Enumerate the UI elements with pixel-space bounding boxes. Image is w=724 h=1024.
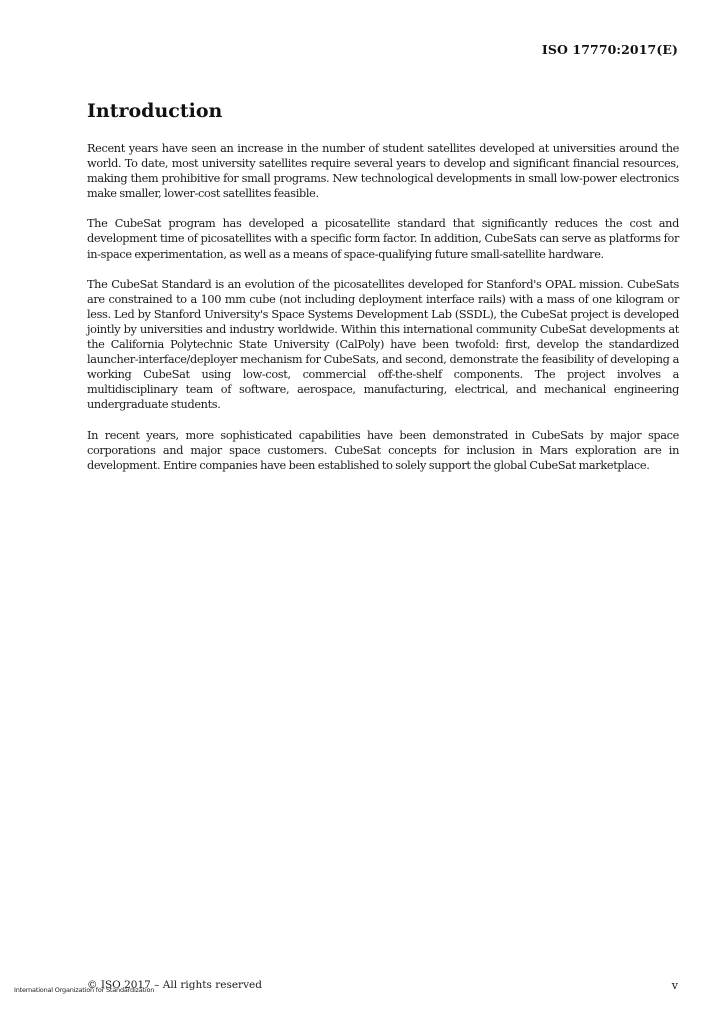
copyright-notice: © ISO 2017 – All rights reserved [87, 979, 262, 991]
section-title: Introduction [87, 100, 223, 122]
paragraph-3: The CubeSat Standard is an evolution of the picosatellites developed for Stanford's OPAL mission. CubeSats are constrained to a 100 mm cube (not including deployment interface rails) with a mass of one kilogram or less. Led by Stanford University's Space Systems Development Lab (SSDL), the CubeSat project is developed jointly by universities and industry worldwide. Within this international community CubeSat developments at the California Polytechnic State University (CalPoly) have been twofold: first, develop the standardized launcher-interface/deployer mechanism for CubeSats, and second, demonstrate the feasibility of developing a working CubeSat using low-cost, commercial off-the-shelf components. The project involves a multidisciplinary team of software, aerospace, manufacturing, electrical, and mechanical engineering undergraduate students. [87, 277, 679, 412]
document-id: ISO 17770:2017(E) [541, 42, 678, 57]
section-body [87, 141, 679, 488]
page-number: v [671, 979, 678, 992]
paragraph-4: In recent years, more sophisticated capabilities have been demonstrated in CubeSats by major space corporations and major space customers. CubeSat concepts for inclusion in Mars exploration are in development. Entire companies have been established to solely support the global CubeSat marketplace. [87, 428, 679, 472]
organization-stamp: International Organization for Standardization [14, 986, 155, 994]
paragraph-1: Recent years have seen an increase in the number of student satellites developed at universities around the world. To date, most university satellites require several years to develop and significant financial resources, making them prohibitive for small programs. New technological developments in small low-power electronics make smaller, lower-cost satellites feasible. [87, 142, 679, 201]
paragraph-2: The CubeSat program has developed a picosatellite standard that significantly reduces the cost and development time of picosatellites with a specific form factor. In addition, CubeSats can serve as platforms for in-space experimentation, as well as a means of space-qualifying future small-satellite hardware. [87, 217, 679, 261]
